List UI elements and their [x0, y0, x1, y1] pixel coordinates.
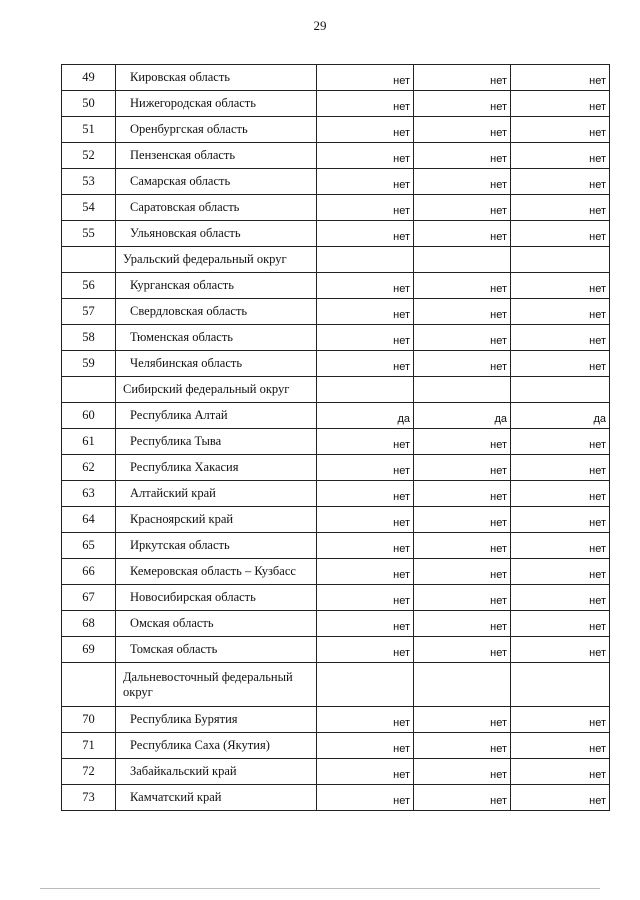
region-name: Новосибирская область — [116, 585, 317, 611]
table-row — [62, 273, 610, 299]
table-row — [62, 325, 610, 351]
value-col-3: да — [511, 403, 610, 429]
row-number: 62 — [62, 455, 116, 481]
value-cell — [317, 663, 414, 707]
value-col-2: нет — [414, 117, 511, 143]
value-col-2: нет — [414, 91, 511, 117]
value-col-2: нет — [414, 169, 511, 195]
value-col-1: нет — [317, 169, 414, 195]
table-row — [62, 533, 610, 559]
region-name: Забайкальский край — [116, 759, 317, 785]
value-cell — [317, 377, 414, 403]
value-col-2: нет — [414, 351, 511, 377]
table-row — [62, 169, 610, 195]
value-col-3: нет — [511, 221, 610, 247]
value-cell — [414, 663, 511, 707]
row-number: 49 — [62, 65, 116, 91]
value-col-1: да — [317, 403, 414, 429]
value-col-3: нет — [511, 785, 610, 811]
value-col-3: нет — [511, 351, 610, 377]
value-col-3: нет — [511, 759, 610, 785]
region-name: Саратовская область — [116, 195, 317, 221]
value-col-2: нет — [414, 759, 511, 785]
value-col-2: нет — [414, 195, 511, 221]
value-col-1: нет — [317, 611, 414, 637]
district-name: Сибирский федеральный округ — [116, 377, 317, 403]
region-name: Камчатский край — [116, 785, 317, 811]
page-bottom-edge — [40, 888, 600, 889]
region-name: Тюменская область — [116, 325, 317, 351]
value-col-2: нет — [414, 455, 511, 481]
value-col-3: нет — [511, 507, 610, 533]
table-row — [62, 351, 610, 377]
table-row — [62, 481, 610, 507]
region-name: Пензенская область — [116, 143, 317, 169]
table-row — [62, 91, 610, 117]
value-col-2: нет — [414, 325, 511, 351]
row-number: 54 — [62, 195, 116, 221]
regions-table — [61, 64, 610, 811]
value-cell — [511, 247, 610, 273]
row-number: 66 — [62, 559, 116, 585]
value-col-1: нет — [317, 143, 414, 169]
table-row — [62, 65, 610, 91]
region-name: Кемеровская область – Кузбасс — [116, 559, 317, 585]
region-name: Самарская область — [116, 169, 317, 195]
region-name: Ульяновская область — [116, 221, 317, 247]
table-row — [62, 559, 610, 585]
table-row — [62, 221, 610, 247]
region-name: Республика Саха (Якутия) — [116, 733, 317, 759]
value-col-3: нет — [511, 65, 610, 91]
row-number: 60 — [62, 403, 116, 429]
value-col-1: нет — [317, 481, 414, 507]
value-col-3: нет — [511, 169, 610, 195]
value-col-1: нет — [317, 117, 414, 143]
row-number: 53 — [62, 169, 116, 195]
table-row — [62, 143, 610, 169]
value-col-2: нет — [414, 533, 511, 559]
value-cell — [511, 663, 610, 707]
value-col-1: нет — [317, 429, 414, 455]
region-name: Республика Тыва — [116, 429, 317, 455]
value-col-2: нет — [414, 273, 511, 299]
value-col-2: да — [414, 403, 511, 429]
region-name: Нижегородская область — [116, 91, 317, 117]
region-name: Челябинская область — [116, 351, 317, 377]
value-col-3: нет — [511, 91, 610, 117]
region-name: Оренбургская область — [116, 117, 317, 143]
row-number: 56 — [62, 273, 116, 299]
district-header-row — [62, 247, 610, 273]
value-col-1: нет — [317, 559, 414, 585]
row-number-cell — [62, 377, 116, 403]
value-col-3: нет — [511, 325, 610, 351]
row-number: 64 — [62, 507, 116, 533]
value-cell — [414, 247, 511, 273]
region-name: Алтайский край — [116, 481, 317, 507]
row-number: 57 — [62, 299, 116, 325]
row-number: 69 — [62, 637, 116, 663]
row-number: 65 — [62, 533, 116, 559]
value-col-1: нет — [317, 733, 414, 759]
value-col-3: нет — [511, 611, 610, 637]
value-col-1: нет — [317, 533, 414, 559]
table-row — [62, 611, 610, 637]
row-number: 67 — [62, 585, 116, 611]
row-number: 51 — [62, 117, 116, 143]
region-name: Курганская область — [116, 273, 317, 299]
value-col-1: нет — [317, 65, 414, 91]
region-name: Кировская область — [116, 65, 317, 91]
value-col-2: нет — [414, 299, 511, 325]
value-col-3: нет — [511, 637, 610, 663]
value-col-1: нет — [317, 637, 414, 663]
row-number: 70 — [62, 707, 116, 733]
value-cell — [511, 377, 610, 403]
value-col-3: нет — [511, 707, 610, 733]
row-number: 72 — [62, 759, 116, 785]
table-row — [62, 585, 610, 611]
value-col-2: нет — [414, 707, 511, 733]
district-header-row — [62, 663, 610, 707]
table-row — [62, 299, 610, 325]
table-row — [62, 707, 610, 733]
table-row — [62, 429, 610, 455]
value-col-1: нет — [317, 221, 414, 247]
region-name: Иркутская область — [116, 533, 317, 559]
value-col-1: нет — [317, 299, 414, 325]
row-number-cell — [62, 247, 116, 273]
value-col-1: нет — [317, 785, 414, 811]
value-col-3: нет — [511, 299, 610, 325]
value-col-1: нет — [317, 351, 414, 377]
row-number: 52 — [62, 143, 116, 169]
row-number: 61 — [62, 429, 116, 455]
value-col-1: нет — [317, 91, 414, 117]
row-number: 68 — [62, 611, 116, 637]
row-number: 58 — [62, 325, 116, 351]
value-col-3: нет — [511, 455, 610, 481]
row-number: 63 — [62, 481, 116, 507]
region-name: Республика Бурятия — [116, 707, 317, 733]
district-name: Уральский федеральный округ — [116, 247, 317, 273]
region-name: Томская область — [116, 637, 317, 663]
table-row — [62, 733, 610, 759]
value-col-2: нет — [414, 585, 511, 611]
table-row — [62, 403, 610, 429]
value-col-1: нет — [317, 707, 414, 733]
value-col-3: нет — [511, 273, 610, 299]
value-col-2: нет — [414, 733, 511, 759]
value-col-2: нет — [414, 611, 511, 637]
region-name: Республика Алтай — [116, 403, 317, 429]
value-col-2: нет — [414, 429, 511, 455]
value-col-3: нет — [511, 559, 610, 585]
district-name: Дальневосточный федеральный округ — [116, 663, 317, 707]
value-col-1: нет — [317, 585, 414, 611]
value-col-2: нет — [414, 559, 511, 585]
value-col-1: нет — [317, 759, 414, 785]
page-number: 29 — [313, 18, 327, 33]
value-col-2: нет — [414, 221, 511, 247]
value-col-3: нет — [511, 733, 610, 759]
value-col-1: нет — [317, 325, 414, 351]
value-col-3: нет — [511, 117, 610, 143]
value-col-2: нет — [414, 143, 511, 169]
table-row — [62, 759, 610, 785]
value-col-3: нет — [511, 143, 610, 169]
district-header-row — [62, 377, 610, 403]
value-col-2: нет — [414, 785, 511, 811]
row-number-cell — [62, 663, 116, 707]
row-number: 50 — [62, 91, 116, 117]
value-col-3: нет — [511, 429, 610, 455]
value-col-2: нет — [414, 637, 511, 663]
value-col-3: нет — [511, 533, 610, 559]
row-number: 73 — [62, 785, 116, 811]
value-col-3: нет — [511, 481, 610, 507]
row-number: 71 — [62, 733, 116, 759]
region-name: Омская область — [116, 611, 317, 637]
table-row — [62, 637, 610, 663]
value-col-2: нет — [414, 507, 511, 533]
value-col-3: нет — [511, 585, 610, 611]
value-col-1: нет — [317, 195, 414, 221]
region-name: Красноярский край — [116, 507, 317, 533]
value-col-3: нет — [511, 195, 610, 221]
table-row — [62, 195, 610, 221]
region-name: Республика Хакасия — [116, 455, 317, 481]
row-number: 55 — [62, 221, 116, 247]
row-number: 59 — [62, 351, 116, 377]
table-row — [62, 507, 610, 533]
table-row — [62, 117, 610, 143]
value-cell — [317, 247, 414, 273]
table-row — [62, 785, 610, 811]
table-row — [62, 455, 610, 481]
value-col-1: нет — [317, 273, 414, 299]
region-name: Свердловская область — [116, 299, 317, 325]
value-cell — [414, 377, 511, 403]
value-col-2: нет — [414, 481, 511, 507]
value-col-1: нет — [317, 455, 414, 481]
value-col-1: нет — [317, 507, 414, 533]
value-col-2: нет — [414, 65, 511, 91]
